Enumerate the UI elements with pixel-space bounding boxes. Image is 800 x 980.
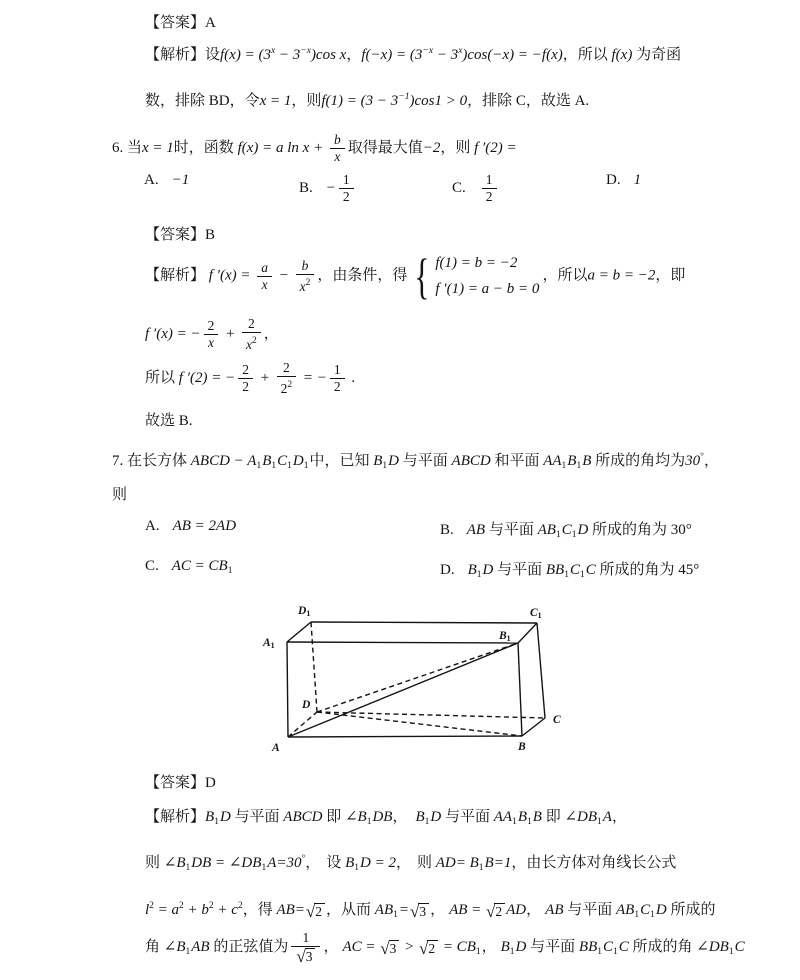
analysis-6-line2: f ′(x) = − $\frac{2}{x}$ + $\frac{2}{x^2}$ ，	[145, 316, 279, 352]
vertex-label-B1: B1	[499, 630, 511, 643]
vertex-label-D: D	[302, 699, 311, 711]
edge-A1-D1	[287, 622, 311, 642]
vertex-label-B: B	[518, 741, 526, 753]
question-7-line2: 则	[112, 487, 128, 503]
edge-D-D1	[311, 622, 317, 712]
option-letter: B.	[440, 522, 454, 538]
analysis-5-line1: 【解析】设$f(x) = (3^x - 3^{-x})\cos$ x，$f(-x) = (3^{-x} - 3^x)\cos(-x) = -f(x)$，所以 f(x) 为奇函	[145, 46, 682, 63]
option-c: C. AC = $CB_1$	[145, 558, 233, 576]
option-d: D. 1	[606, 172, 642, 188]
edge-D1-C1	[311, 622, 537, 623]
edge-B-C	[522, 718, 545, 736]
edge-A-D	[288, 712, 317, 737]
analysis-7-line2: 则 $\angle B_1DB$ = $\angle DB_1A=30^\circ$， 设 $B_1D = 2$， 则 $AD= B_1B=1$，由长方体对角线长公式	[145, 854, 677, 873]
options-6	[0, 172, 800, 218]
edge-B1-C1	[518, 623, 537, 643]
edge-D-B	[317, 712, 522, 736]
vertex-label-A1: A1	[263, 637, 275, 650]
edge-A1-B1	[287, 642, 518, 643]
edge-B-B1	[518, 643, 522, 736]
analysis-6-line4: 故选 B.	[145, 413, 193, 429]
option-b: B. − $\frac{1}{2}$	[299, 172, 357, 205]
radical-sign: √	[296, 947, 306, 966]
analysis-7-line3: $l^2 = a^2 + b^2 + c^2$，得 AB= √ 2 ，从而 $AB_1=$ √ 3 ， AB = √ 2 AD， AB 与平面 $AB_1C_1D$ 所成的	[145, 901, 716, 921]
option-letter: C.	[145, 558, 159, 574]
analysis-6-line3: 所以 f ′(2) = − $\frac{2}{2}$ + $\frac{2}{2^2}$ = − $\frac{1}{2}$ .	[145, 360, 356, 396]
option-d: D. $B_1D$ 与平面 $BB_1C_1C$ 所成的角为 45°	[440, 562, 700, 580]
edge-C-C1	[537, 623, 545, 718]
radical-sign: √	[380, 938, 390, 958]
edge-A-B	[288, 736, 522, 737]
edge-A-B1	[288, 643, 518, 737]
option-letter: B.	[299, 179, 313, 196]
option-letter: D.	[606, 172, 621, 188]
radical-sign: √	[418, 938, 429, 958]
option-a: A. −1	[144, 172, 190, 188]
edge-D-C	[317, 712, 545, 718]
answer-5: 【答案】A	[145, 15, 216, 31]
vertex-label-A: A	[272, 742, 280, 754]
vertex-label-D1: D1	[298, 605, 311, 618]
option-c: C. $\frac{1}{2}$	[452, 172, 500, 205]
radical-sign: √	[486, 902, 496, 921]
option-b: B. AB 与平面 $AB_1C_1D$ 所成的角为 30°	[440, 522, 692, 540]
answer-6: 【答案】B	[145, 227, 216, 243]
option-letter: A.	[144, 172, 159, 188]
cases-brace: {	[414, 248, 430, 304]
radical-sign: √	[409, 902, 420, 921]
edge-A-A1	[287, 642, 288, 737]
edge-D-B1	[317, 643, 518, 712]
option-letter: C.	[452, 179, 466, 196]
analysis-7-line1: 【解析】$B_1D$ 与平面 ABCD 即 $\angle B_1DB$， $B_1D$ 与平面 $AA_1B_1B$ 即 $\angle DB_1A$，	[145, 809, 627, 827]
answer-7: 【答案】D	[145, 775, 216, 791]
question-7-line1: 7. 在长方体 ABCD − $A_1B_1C_1D_1$中，已知 $B_1D$ 与平面 ABCD 和平面 $AA_1B_1B$ 所成的角均为30°，	[112, 452, 719, 471]
analysis-7-line4: 角 $\angle B_1AB$ 的正弦值为 1 √ 3 ， AC = √ 3 > √ 2 = $CB_1$， $B_1D$ 与平面 $BB_1C_1C$ 所成的角 $\angle DB_1C$	[145, 930, 745, 966]
analysis-5-line2: 数，排除 BD，令x = 1，则$f(1) = (3 - 3^{-1})\cos 1 > 0$，排除 C，故选 A.	[145, 92, 590, 109]
vertex-label-C1: C1	[530, 607, 542, 620]
question-6: 6. 当x = 1时，函数 f(x) = a ln x + $\frac{b}{x}$ 取得最大值−2，则 f ′(2) =	[112, 132, 517, 164]
analysis-6-line1: 【解析】 f ′(x) = $\frac{a}{x}$ − $\frac{b}{x^2}$ ，由条件，得 { f(1) = b = −2 f ′(1) = a − b = 0 ，所以a = b = −2，即	[145, 248, 686, 304]
option-letter: D.	[440, 562, 455, 578]
vertex-label-C: C	[553, 714, 561, 726]
box-figure	[262, 596, 574, 766]
option-a: A. AB = 2AD	[145, 518, 237, 534]
option-letter: A.	[145, 518, 160, 534]
radical-sign: √	[305, 902, 316, 921]
